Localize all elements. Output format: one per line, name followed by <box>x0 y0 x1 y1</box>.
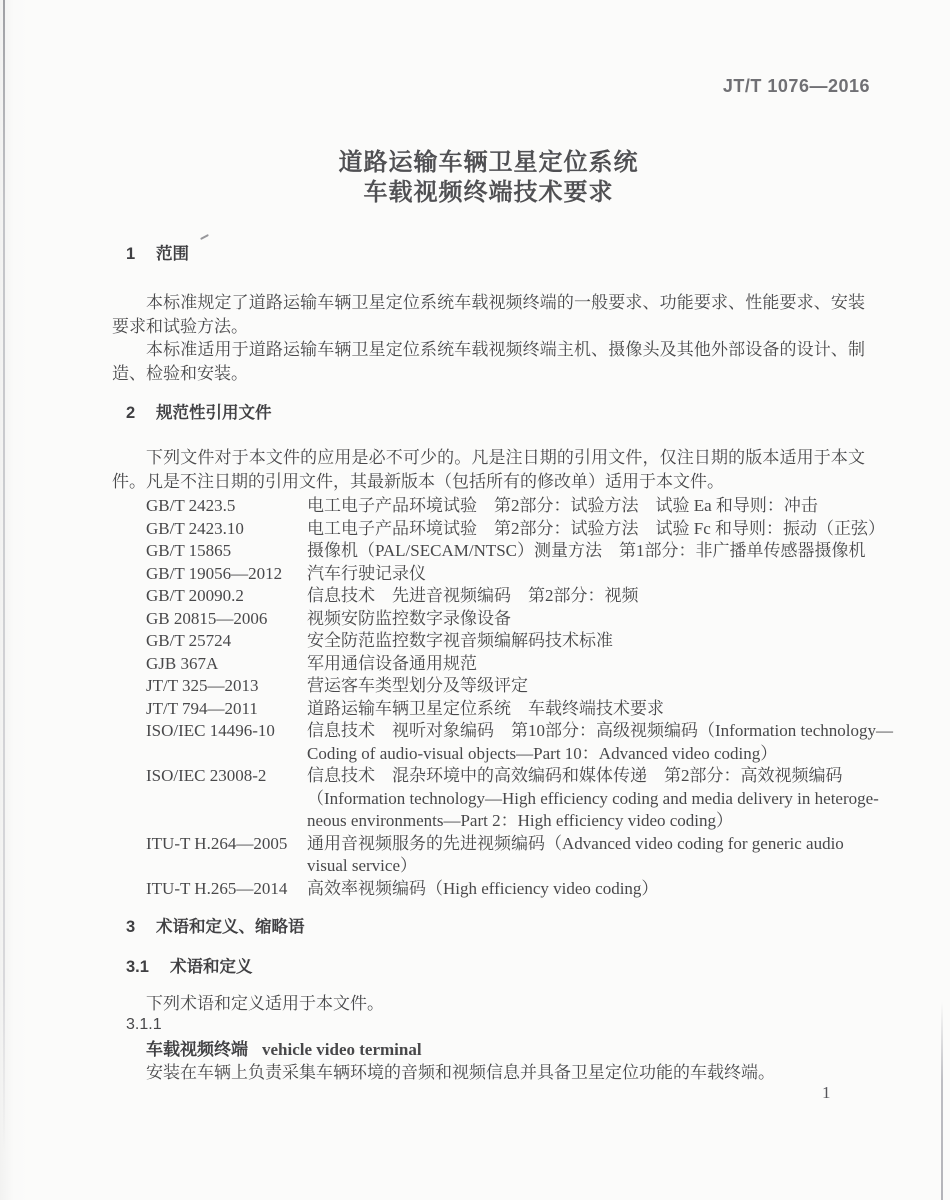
reference-item <box>146 540 865 563</box>
reference-item <box>146 675 865 698</box>
reference-description <box>307 765 879 833</box>
section-3-heading <box>126 918 305 936</box>
reference-description <box>307 675 865 698</box>
reference-description <box>307 720 893 765</box>
page-number: 1 <box>822 1083 831 1102</box>
term-chinese: 车载视频终端 <box>146 1040 248 1059</box>
stray-pencil-mark <box>200 234 209 240</box>
reference-item <box>146 720 893 765</box>
reference-id: GB/T 25724 <box>146 631 232 650</box>
reference-description <box>307 540 865 563</box>
section-3-1-title: 术语和定义 <box>170 958 253 976</box>
section-2-heading <box>126 404 272 422</box>
reference-item <box>146 518 885 541</box>
reference-description <box>307 518 885 541</box>
reference-description-line: （Information technology—High efficiency coding and media delivery in heteroge- <box>307 788 879 808</box>
reference-item <box>146 495 865 518</box>
section-3-1-number: 3.1 <box>126 958 149 976</box>
reference-description <box>307 608 865 631</box>
reference-id: GB/T 19056—2012 <box>146 563 283 583</box>
scan-edge-right-line <box>941 1002 943 1200</box>
reference-description-line: 信息技术 混杂环境中的高效编码和媒体传递 第2部分：高效视频编码 <box>307 766 843 785</box>
section-1-body <box>112 291 865 385</box>
reference-description-line: 高效率视频编码（High efficiency video coding） <box>307 878 659 898</box>
reference-id: GB/T 2423.5 <box>146 496 236 515</box>
section-1-number: 1 <box>126 245 136 263</box>
reference-item <box>146 585 865 608</box>
section-3-1-1-number: 3.1.1 <box>126 1016 162 1033</box>
section-1-paragraph-2: 本标准适用于道路运输车辆卫星定位系统车载视频终端主机、摄像头及其他外部设备的设计、制造、检验和安装。 <box>112 340 865 383</box>
document-title-line1: 道路运输车辆卫星定位系统 <box>338 149 639 176</box>
section-1-heading <box>126 245 189 263</box>
reference-description <box>307 630 865 653</box>
reference-description-line: 军用通信设备通用规范 <box>307 653 477 673</box>
reference-id: ITU-T H.265—2014 <box>146 878 288 898</box>
reference-description-line: 电工电子产品环境试验 第2部分：试验方法 试验 Fc 和导则：振动（正弦） <box>307 518 885 538</box>
reference-description-line: neous environments—Part 2：High efficiency video coding） <box>307 811 734 830</box>
reference-id: ITU-T H.264—2005 <box>146 833 288 853</box>
reference-description <box>307 698 865 721</box>
reference-description <box>307 653 865 676</box>
reference-item <box>146 630 865 653</box>
standard-code: JT/T 1076—2016 <box>722 76 870 96</box>
reference-description-line: 摄像机（PAL/SECAM/NTSC）测量方法 第1部分：非广播单传感器摄像机 <box>307 541 866 560</box>
reference-id: GB/T 2423.10 <box>146 518 244 538</box>
reference-description-line: 信息技术 先进音视频编码 第2部分：视频 <box>307 586 639 605</box>
reference-id: ISO/IEC 14496-10 <box>146 721 275 740</box>
reference-item <box>146 698 865 721</box>
section-3-1-heading <box>126 958 253 976</box>
reference-description-line: 营运客车类型划分及等级评定 <box>307 676 528 695</box>
reference-description <box>307 833 865 878</box>
term-english: vehicle video terminal <box>262 1040 422 1059</box>
reference-item <box>146 878 865 901</box>
reference-id: GJB 367A <box>146 653 219 673</box>
reference-id: JT/T 794—2011 <box>146 698 258 718</box>
section-1-title: 范围 <box>156 245 189 263</box>
section-3-number: 3 <box>126 918 136 936</box>
reference-item <box>146 653 865 676</box>
reference-id: ISO/IEC 23008-2 <box>146 766 267 785</box>
reference-description <box>307 878 865 901</box>
section-2-intro-block <box>112 446 865 493</box>
reference-item <box>146 765 879 833</box>
section-3-title: 术语和定义、缩略语 <box>156 918 305 936</box>
reference-description-line: 安全防范监控数字视音频编解码技术标准 <box>307 631 613 650</box>
reference-description <box>307 563 865 586</box>
section-1-paragraph-1: 本标准规定了道路运输车辆卫星定位系统车载视频终端的一般要求、功能要求、性能要求、安装要求和试验方法。 <box>112 293 865 336</box>
reference-description-line: 汽车行驶记录仪 <box>307 563 426 583</box>
scan-edge-left-line <box>3 0 5 1152</box>
reference-id: GB/T 20090.2 <box>146 586 244 605</box>
reference-item <box>146 608 865 631</box>
reference-description-line: 道路运输车辆卫星定位系统 车载终端技术要求 <box>307 698 664 718</box>
normative-reference-list <box>146 495 893 900</box>
section-3-1-intro: 下列术语和定义适用于本文件。 <box>146 994 384 1013</box>
reference-description <box>307 495 865 518</box>
section-2-number: 2 <box>126 404 136 422</box>
reference-description-line: 电工电子产品环境试验 第2部分：试验方法 试验 Ea 和导则：冲击 <box>307 496 818 515</box>
section-2-intro: 下列文件对于本文件的应用是必不可少的。凡是注日期的引用文件，仅注日期的版本适用于本文件。凡是不注日期的引用文件，其最新版本（包括所有的修改单）适用于本文件。 <box>112 448 865 491</box>
reference-id: JT/T 325—2013 <box>146 676 259 695</box>
reference-id: GB/T 15865 <box>146 541 232 560</box>
term-definition-text: 安装在车辆上负责采集车辆环境的音频和视频信息并具备卫星定位功能的车载终端。 <box>146 1063 775 1082</box>
reference-description-line: Coding of audio-visual objects—Part 10：Advanced video coding） <box>307 743 778 763</box>
reference-id: GB 20815—2006 <box>146 608 268 628</box>
term-definition-heading <box>146 1039 422 1061</box>
reference-item <box>146 833 865 878</box>
document-title-line2: 车载视频终端技术要求 <box>363 179 614 206</box>
reference-description-line: 视频安防监控数字录像设备 <box>307 608 511 628</box>
reference-description-line: visual service） <box>307 856 417 875</box>
reference-description <box>307 585 865 608</box>
reference-description-line: 信息技术 视听对象编码 第10部分：高级视频编码（Information technology— <box>307 721 893 740</box>
reference-description-line: 通用音视频服务的先进视频编码（Advanced video coding for generic audio <box>307 833 844 853</box>
section-2-title: 规范性引用文件 <box>156 404 272 422</box>
document-title <box>112 148 865 208</box>
reference-item <box>146 563 865 586</box>
